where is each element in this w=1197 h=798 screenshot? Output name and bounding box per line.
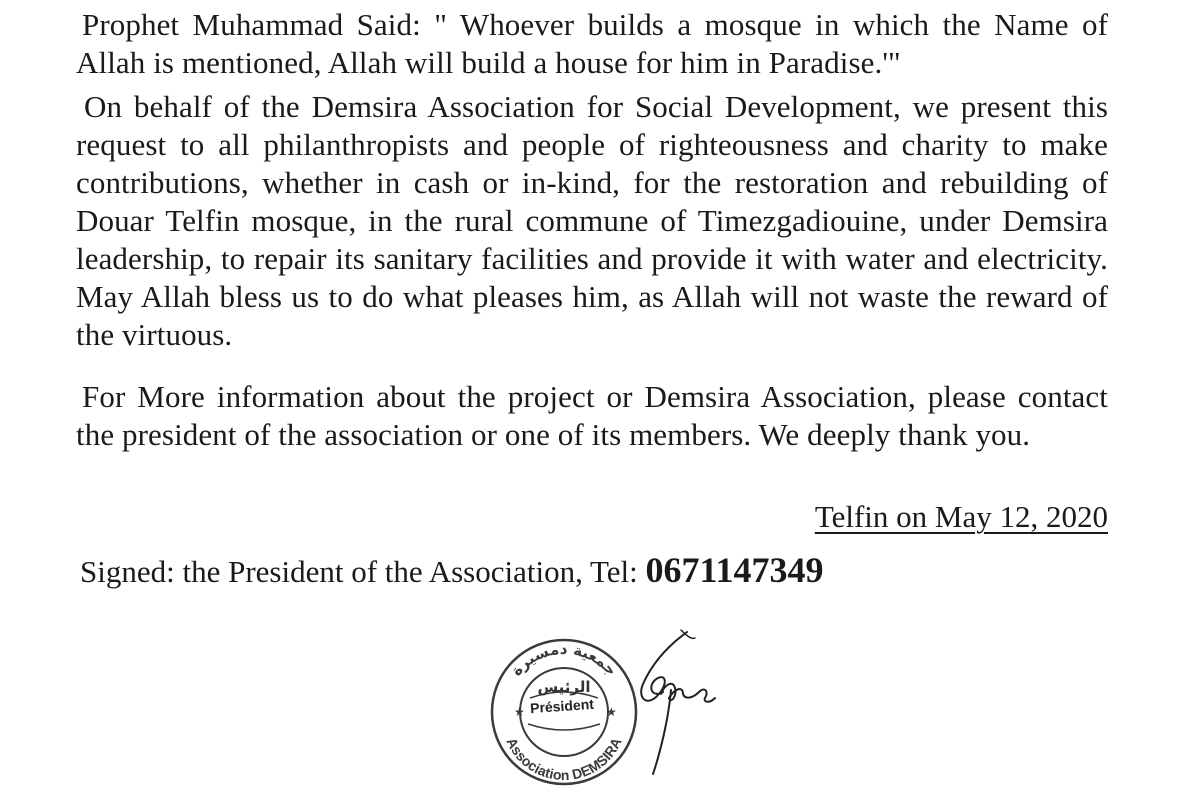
hadith-paragraph: Prophet Muhammad Said: " Whoever builds a mosque in which the Name of Allah is mentioned, Allah will build a house for him in Paradise.'": [76, 7, 1108, 80]
association-stamp: [484, 632, 644, 792]
stamp-star-left: ★: [514, 705, 525, 719]
contact-paragraph: For More information about the project or Demsira Association, please contact the president of the association or one of its members. We deeply thank you.: [76, 379, 1108, 452]
stamp-outer-latin: Association DEMSIRA: [503, 735, 625, 784]
signed-label: Signed: the President of the Association, Tel:: [80, 554, 646, 589]
stamp-center-arabic: الرئيس: [537, 678, 591, 696]
date-line: Telfin on May 12, 2020: [814, 499, 1108, 534]
signature-line: [80, 550, 824, 592]
request-paragraph: On behalf of the Demsira Association for Social Development, we present this request to all philanthropists and people of righteousness and charity to make contributions, whether in cash or in-kind, for the restoration and rebuilding of Douar Telfin mosque, in the rural commune of Timezgadiouine, under Demsira leadership, to repair its sanitary facilities and provide it with water and electricity. May Allah bless us to do what pleases him, as Allah will not waste the reward of the virtuous.: [76, 89, 1108, 352]
stamp-center-latin: Président: [529, 695, 595, 717]
stamp-star-right: ★: [606, 705, 617, 719]
stamp-outer-arabic: جمعية دمسيرة: [507, 639, 621, 680]
phone-number: 0671147349: [645, 550, 824, 590]
handwritten-signature: [625, 628, 725, 778]
